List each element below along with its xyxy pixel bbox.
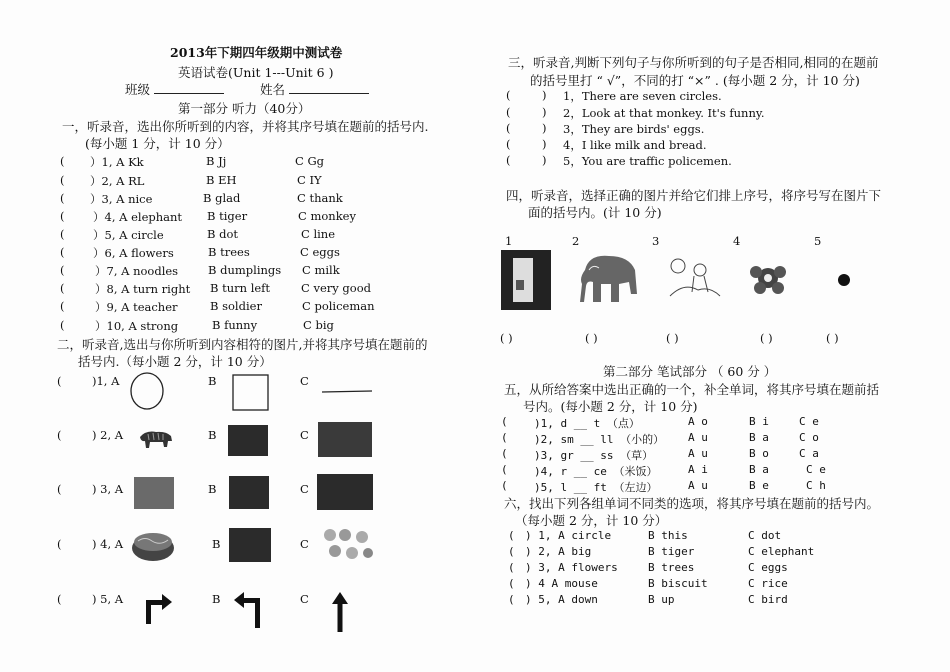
eggs-dark-picture — [317, 474, 373, 510]
option-c: C — [300, 482, 309, 496]
answer-paren[interactable]: ( — [60, 263, 65, 277]
sentence-text: 5，You are traffic policemen. — [563, 154, 732, 168]
option-a: A o — [688, 415, 708, 428]
list-item — [501, 447, 819, 462]
option-c: C eggs — [300, 245, 340, 259]
dumplings-picture — [229, 528, 271, 562]
option-b: B i — [749, 415, 769, 428]
answer-paren[interactable]: ( — [506, 153, 511, 167]
list-item — [60, 299, 375, 314]
option-c: C — [300, 374, 309, 388]
option-a: ）3, A nice — [90, 192, 153, 206]
option-a: ) 2, A big — [525, 545, 592, 558]
class-name-row — [125, 80, 369, 98]
sentence-text: 1，There are seven circles. — [563, 89, 722, 103]
class-label: 班级 — [125, 82, 151, 97]
answer-paren[interactable]: ( — [506, 121, 511, 135]
option-b: B tiger — [648, 545, 695, 558]
answer-paren[interactable]: ( — [57, 428, 62, 442]
option-b: B up — [648, 593, 675, 606]
list-item — [60, 209, 356, 224]
list-item — [60, 173, 322, 188]
option-b: B — [212, 592, 221, 606]
eggs-picture — [320, 527, 376, 563]
option-a: ）7, A noodles — [95, 264, 179, 278]
trees-picture — [134, 477, 174, 509]
option-a: )1, A — [92, 374, 120, 388]
list-item — [57, 374, 309, 388]
answer-paren[interactable]: ( — [508, 545, 515, 558]
line-picture — [322, 388, 374, 396]
list-item: ( ) 3，They are birds' eggs. — [506, 121, 705, 136]
section2-instruction: 二，听录音,选出与你所听到内容相符的图片,并将其序号填在题前的 — [57, 337, 428, 352]
option-c: C line — [301, 227, 336, 241]
answer-paren[interactable]: ( — [506, 88, 511, 102]
answer-paren[interactable]: ( — [60, 173, 65, 187]
option-a: A u — [688, 479, 708, 492]
list-item — [501, 479, 826, 494]
list-item — [60, 245, 340, 260]
option-c: C thank — [297, 191, 343, 205]
option-a: ) 1, A circle — [525, 529, 612, 542]
picture-answer-blank[interactable]: ( ) — [500, 331, 513, 345]
answer-paren[interactable]: ( — [506, 137, 511, 151]
option-c: C milk — [302, 263, 340, 277]
option-a: ) 5, A — [92, 592, 124, 606]
option-a: ) 3, A flowers — [525, 561, 618, 574]
picture-number: 3 — [652, 234, 660, 248]
option-a: ）10, A strong — [95, 319, 179, 333]
list-item — [60, 227, 336, 242]
sentence-text: 3，They are birds' eggs. — [563, 122, 705, 136]
section5-instruction-2: 号内。(每小题 2 分，计 10 分) — [523, 399, 698, 414]
option-b: B — [208, 428, 217, 442]
tiger-picture — [138, 427, 174, 449]
answer-paren[interactable]: ( — [508, 561, 515, 574]
square-picture — [232, 374, 270, 412]
elephant-picture — [575, 250, 645, 310]
option-b: B Jj — [206, 154, 227, 168]
name-label: 姓名 — [259, 82, 285, 97]
answer-paren[interactable]: ( — [506, 105, 511, 119]
turn-left-arrow-icon — [232, 586, 266, 628]
option-a: ）5, A circle — [93, 228, 164, 242]
list-item — [60, 318, 334, 333]
option-b: B turn left — [210, 281, 271, 295]
option-a: ) 4, A — [92, 537, 124, 551]
answer-paren[interactable]: ( — [57, 537, 62, 551]
picture-answer-blank[interactable]: ( ) — [826, 331, 839, 345]
option-c: C e — [799, 415, 819, 428]
picture-number: 5 — [814, 234, 822, 248]
list-item — [508, 529, 782, 542]
option-c: C bird — [748, 593, 788, 606]
option-b: B tiger — [207, 209, 248, 223]
list-item — [508, 577, 788, 590]
section5-instruction: 五，从所给答案中选出正确的一个，补全单词，将其序号填在题前括 — [504, 382, 880, 397]
option-b: B soldier — [210, 299, 262, 313]
answer-paren[interactable]: ( — [501, 463, 508, 476]
answer-paren[interactable]: ( — [60, 227, 65, 241]
list-item — [501, 415, 819, 430]
option-b: B this — [648, 529, 688, 542]
picture-number: 4 — [733, 234, 741, 248]
answer-paren[interactable]: ( — [57, 374, 62, 388]
poster-picture — [501, 250, 551, 310]
option-a: A u — [688, 431, 708, 444]
answer-paren[interactable]: ( — [60, 154, 65, 168]
option-b: B — [208, 374, 217, 388]
section3-instruction-2: 的括号里打 “ √”，不同的打 “×” . (每小题 2 分，计 10 分) — [530, 73, 860, 88]
question-word: )2, sm __ ll （小的） — [534, 433, 665, 446]
option-c: C Gg — [295, 154, 325, 168]
option-a: ）2, A RL — [90, 174, 145, 188]
exam-subtitle: 英语试卷(Unit 1---Unit 6 ) — [178, 65, 334, 80]
list-item — [60, 263, 340, 278]
option-b: B dot — [207, 227, 239, 241]
answer-paren[interactable]: ( — [60, 191, 65, 205]
answer-paren[interactable]: ( — [60, 318, 65, 332]
option-c: C big — [303, 318, 334, 332]
noodles-picture — [130, 526, 176, 564]
option-b: B a — [749, 431, 769, 444]
section4-instruction-2: 面的括号内。(计 10 分) — [528, 205, 662, 220]
list-item — [508, 593, 788, 606]
picture-answer-blank[interactable]: ( ) — [760, 331, 773, 345]
option-c: C IY — [297, 173, 322, 187]
question-word: )5, l __ ft （左边） — [534, 481, 658, 494]
option-b: B glad — [203, 191, 241, 205]
part2-title: 第二部分 笔试部分 （ 60 分 ） — [603, 364, 777, 379]
list-item — [60, 154, 325, 169]
sentence-text: 2，Look at that monkey. It's funny. — [563, 106, 765, 120]
answer-paren[interactable]: ( — [60, 209, 65, 223]
section3-instruction: 三，听录音,判断下列句子与你所听到的句子是否相同,相同的在题前 — [508, 55, 879, 70]
picture-answer-blank[interactable]: ( ) — [585, 331, 598, 345]
option-a: ）6, A flowers — [93, 246, 174, 260]
list-item — [57, 537, 309, 551]
option-a: ）4, A elephant — [93, 210, 183, 224]
option-b: B trees — [208, 245, 250, 259]
answer-paren[interactable]: ( — [501, 479, 508, 492]
name-blank[interactable] — [289, 83, 369, 94]
answer-paren[interactable]: ( — [501, 415, 508, 428]
section1-instruction: 一，听录音，选出你所听到的内容，并将其序号填在题前的括号内. — [62, 119, 429, 134]
option-c: C — [300, 592, 309, 606]
turn-right-arrow-icon — [140, 588, 174, 624]
answer-paren[interactable]: ( — [60, 281, 65, 295]
option-c: C — [300, 428, 309, 442]
section6-scoring: （每小题 2 分，计 10 分） — [515, 513, 668, 528]
list-item — [508, 545, 815, 558]
option-b: B — [212, 537, 221, 551]
option-a: ）1, A Kk — [90, 155, 144, 169]
answer-paren[interactable]: ( — [501, 431, 508, 444]
sentence-text: 4，I like milk and bread. — [563, 138, 707, 152]
question-word: )1, d __ t （点） — [534, 417, 640, 430]
flower-picture — [742, 258, 796, 300]
option-a: ) 5, A down — [525, 593, 598, 606]
circle-picture — [130, 372, 166, 412]
list-item — [501, 431, 819, 446]
answer-paren[interactable]: ( — [60, 245, 65, 259]
list-item — [60, 281, 371, 296]
answer-paren[interactable]: ( — [60, 299, 65, 313]
list-item — [57, 482, 309, 496]
answer-paren[interactable]: ( — [508, 577, 515, 590]
answer-paren[interactable]: ( — [508, 529, 515, 542]
option-a: A i — [688, 463, 708, 476]
answer-paren[interactable]: ( — [508, 593, 515, 606]
section1-scoring: (每小题 1 分，计 10 分） — [85, 136, 230, 151]
list-item — [501, 463, 826, 478]
option-c: C — [300, 537, 309, 551]
option-b: B — [208, 482, 217, 496]
dot-picture — [836, 272, 852, 288]
list-item: ( ) 1，There are seven circles. — [506, 88, 722, 103]
answer-paren[interactable]: ( — [57, 482, 62, 496]
picture-number: 1 — [505, 234, 513, 248]
go-straight-arrow-icon — [330, 592, 350, 632]
list-item: ( ) 2，Look at that monkey. It's funny. — [506, 105, 765, 120]
list-item: ( ) 4，I like milk and bread. — [506, 137, 707, 152]
answer-paren[interactable]: ( — [57, 592, 62, 606]
list-item — [508, 561, 788, 574]
option-c: C eggs — [748, 561, 788, 574]
monkey-picture — [228, 425, 268, 456]
option-c: C elephant — [748, 545, 815, 558]
option-b: B funny — [212, 318, 258, 332]
option-c: C a — [799, 447, 819, 460]
option-b: B EH — [206, 173, 237, 187]
flower-night-picture — [229, 476, 269, 509]
list-item: ( ) 5，You are traffic policemen. — [506, 153, 732, 168]
option-b: B e — [749, 479, 769, 492]
option-c: C e — [806, 463, 826, 476]
option-a: ) 3, A — [92, 482, 124, 496]
option-b: B biscuit — [648, 577, 708, 590]
option-a: ) 4 A mouse — [525, 577, 598, 590]
picture-answer-blank[interactable]: ( ) — [666, 331, 679, 345]
option-c: C dot — [748, 529, 782, 542]
answer-paren[interactable]: ( — [501, 447, 508, 460]
option-c: C rice — [748, 577, 788, 590]
option-a: A u — [688, 447, 708, 460]
option-b: B trees — [648, 561, 695, 574]
section2-instruction-2: 括号内.（每小题 2 分，计 10 分） — [78, 354, 272, 369]
option-a: ) 2, A — [92, 428, 124, 442]
picture-number: 2 — [572, 234, 580, 248]
section4-instruction: 四，听录音，选择正确的图片并给它们排上序号，将序号写在图片下 — [506, 188, 882, 203]
question-word: )3, gr __ ss （草） — [534, 449, 654, 462]
option-c: C very good — [301, 281, 371, 295]
question-word: )4, r __ ce （米饭） — [534, 465, 658, 478]
children-scene-picture — [664, 256, 722, 302]
class-blank[interactable] — [154, 83, 224, 94]
option-c: C o — [799, 431, 819, 444]
exam-title: 2013年下期四年级期中测试卷 — [170, 45, 343, 60]
option-c: C h — [806, 479, 826, 492]
option-a: ）9, A teacher — [95, 300, 178, 314]
option-a: ）8, A turn right — [95, 282, 191, 296]
list-item — [57, 592, 309, 606]
flowers-picture — [318, 422, 372, 457]
option-b: B o — [749, 447, 769, 460]
section6-instruction: 六，找出下列各组单词不同类的选项，将其序号填在题前的括号内。 — [504, 496, 880, 511]
option-c: C policeman — [302, 299, 375, 313]
list-item — [60, 191, 343, 206]
part1-title: 第一部分 听力（40分） — [178, 101, 311, 116]
list-item — [57, 428, 309, 442]
option-b: B a — [749, 463, 769, 476]
option-c: C monkey — [298, 209, 356, 223]
option-b: B dumplings — [208, 263, 282, 277]
